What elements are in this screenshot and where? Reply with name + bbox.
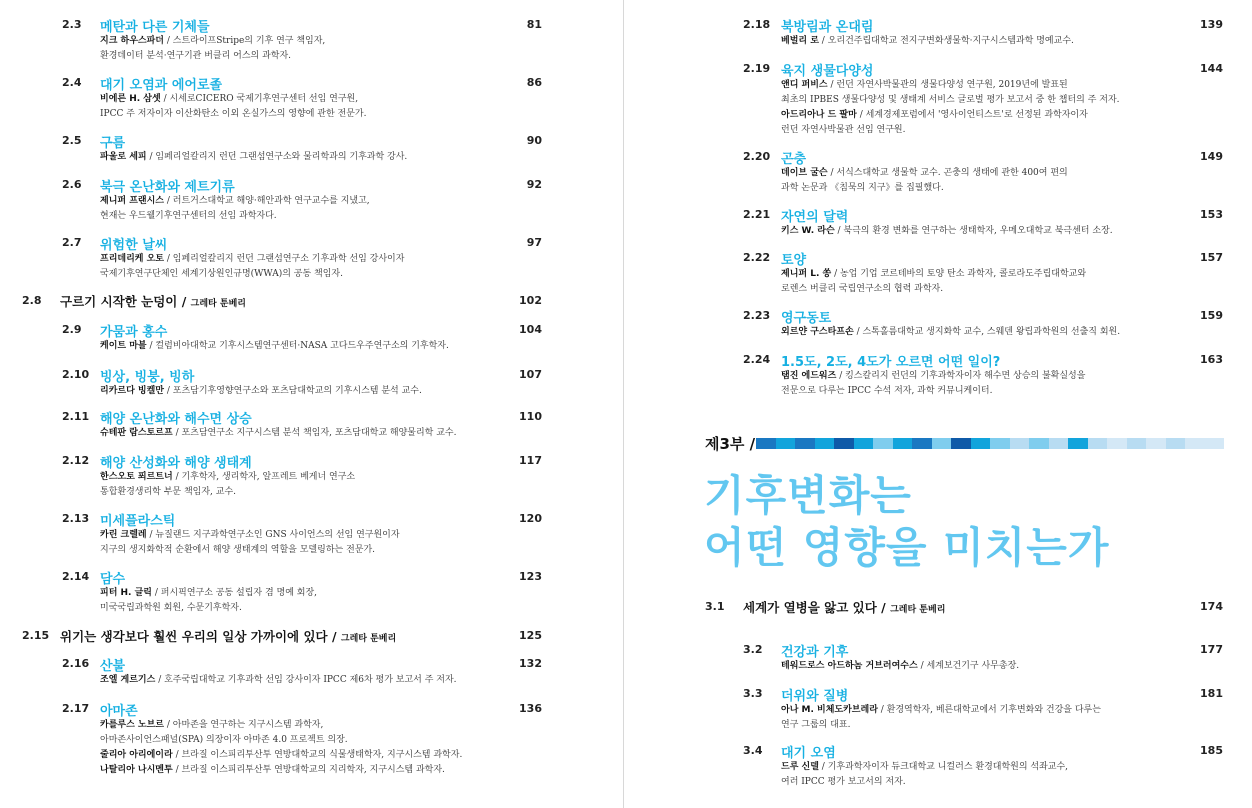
toc-entry-description [781, 34, 1074, 49]
description-line [100, 601, 317, 616]
author-name: 비에른 H. 삼셋 [100, 94, 161, 104]
toc-entry-description [100, 194, 370, 224]
author-name: 앤디 퍼비스 [781, 80, 828, 90]
author-bio: / 임페리얼칼리지 런던 그랜섬연구소와 물리학과의 기후과학 강사. [149, 152, 408, 162]
toc-entry-number: 3.2 [743, 643, 763, 656]
author-bio: / 브라질 이스피리투산투 연방대학교의 지리학자, 지구시스템 과학자. [175, 765, 445, 775]
author-bio: / 뉴질랜드 지구과학연구소인 GNS 사이언스의 선임 연구원이자 [149, 530, 400, 540]
toc-entry-description [100, 718, 462, 778]
bar-segment [1010, 438, 1030, 449]
author-bio: 과학 논문과 《침묵의 지구》를 집필했다. [781, 183, 944, 193]
author-bio: / 시세로CICERO 국제기후연구센터 선임 연구원, [163, 94, 359, 104]
toc-entry-page-number: 110 [519, 410, 542, 423]
toc-entry-title[interactable]: 해양 온난화와 해수면 상승 [100, 412, 252, 427]
toc-entry-number: 2.24 [743, 353, 771, 366]
author-bio: 환경데이터 분석·연구기관 버클리 어스의 과학자. [100, 51, 292, 61]
description-line [781, 703, 1101, 718]
bar-segment [1205, 438, 1225, 449]
right-page [626, 0, 1252, 808]
part-decor-bar [756, 438, 1224, 449]
toc-entry-description [100, 586, 317, 616]
description-line [781, 267, 1086, 282]
toc-entry-description [100, 252, 404, 282]
toc-entry-description [100, 34, 325, 64]
toc-entry-title[interactable]: 아마존 [100, 704, 138, 719]
description-line [100, 470, 355, 485]
author-bio: / 킹스칼리지 런던의 기후과학자이자 해수면 상승의 불확실성을 [839, 371, 1086, 381]
toc-section-page-number: 125 [519, 629, 542, 642]
toc-entry-title[interactable]: 구름 [100, 136, 126, 151]
author-bio: 최초의 IPBES 생물다양성 및 생태계 서비스 글로벌 평가 보고서 중 한 챕터의 주 저자. [781, 95, 1120, 105]
toc-entry-description [100, 470, 355, 500]
description-line [100, 209, 370, 224]
author-name: 제니퍼 프랜시스 [100, 196, 164, 206]
toc-entry-number: 2.7 [62, 236, 82, 249]
description-line [100, 107, 366, 122]
author-name: 데이브 굴슨 [781, 168, 828, 178]
author-bio: / 아마존을 연구하는 지구시스템 과학자, [166, 720, 324, 730]
description-line [781, 775, 1068, 790]
toc-section-page-number: 174 [1200, 600, 1223, 613]
toc-entry-description [781, 325, 1120, 340]
part-title [704, 470, 1109, 574]
toc-entry-page-number: 120 [519, 512, 542, 525]
author-bio: / 세계보건기구 사무총장. [920, 661, 1020, 671]
description-line [100, 763, 462, 778]
bar-segment [1029, 438, 1049, 449]
author-bio: / 포츠담연구소 지구시스템 분석 책임자, 포츠담대학교 해양물리학 교수. [175, 428, 457, 438]
author-name: 베벌리 로 [781, 36, 819, 46]
toc-entry-title[interactable]: 곤충 [781, 152, 807, 167]
toc-entry-page-number: 136 [519, 702, 542, 715]
toc-entry-page-number: 107 [519, 368, 542, 381]
author-bio: / 기후과학자이자 듀크대학교 니컬러스 환경대학원의 석좌교수, [821, 762, 1069, 772]
toc-entry-description [781, 760, 1068, 790]
bar-segment [1127, 438, 1147, 449]
description-line [781, 34, 1074, 49]
description-line [781, 123, 1120, 138]
toc-entry-description [100, 92, 366, 122]
toc-entry-title[interactable]: 해양 산성화와 해양 생태계 [100, 456, 252, 471]
description-line [781, 325, 1120, 340]
author-name: 카를루스 노브르 [100, 720, 164, 730]
bar-segment [873, 438, 893, 449]
toc-entry-description [100, 150, 407, 165]
description-line [100, 426, 456, 441]
bar-segment [795, 438, 815, 449]
description-line [100, 528, 400, 543]
bar-segment [854, 438, 874, 449]
toc-entry-page-number: 117 [519, 454, 542, 467]
toc-entry-number: 2.10 [62, 368, 90, 381]
toc-entry-page-number: 97 [526, 236, 542, 249]
author-bio: 아마존사이언스패널(SPA) 의장이자 아마존 4.0 프로젝트 의장. [100, 735, 348, 745]
author-name: 카린 크렐레 [100, 530, 147, 540]
toc-entry-number: 2.14 [62, 570, 90, 583]
author-bio: 여러 IPCC 평가 보고서의 저자. [781, 777, 906, 787]
toc-entry-description [781, 703, 1101, 733]
description-line [100, 252, 404, 267]
description-line [100, 748, 462, 763]
author-bio: 미국국립과학원 회원, 수문기후학자. [100, 603, 242, 613]
toc-section-title[interactable] [60, 292, 246, 310]
toc-entry-description [781, 78, 1120, 138]
author-name: 조엘 게르기스 [100, 675, 156, 685]
description-line [100, 339, 449, 354]
toc-entry-description [100, 384, 422, 399]
author-bio: / 북극의 환경 변화를 연구하는 생태학자, 우메오대학교 북극센터 소장. [837, 226, 1113, 236]
author-bio: / 환경역학자, 베른대학교에서 기후변화와 건강을 다루는 [880, 705, 1101, 715]
toc-entry-number: 2.23 [743, 309, 771, 322]
toc-entry-number: 2.16 [62, 657, 90, 670]
description-line [100, 543, 400, 558]
author-bio: / 컬럼비아대학교 기후시스템연구센터·NASA 고다드우주연구소의 기후학자. [149, 341, 449, 351]
toc-entry-page-number: 157 [1200, 251, 1223, 264]
toc-section-number: 2.8 [22, 294, 42, 307]
bar-segment [932, 438, 952, 449]
author-name: 제니퍼 L. 쏭 [781, 269, 832, 279]
author-bio: 국제기후연구단체인 세계기상원인규명(WWA)의 공동 책임자. [100, 269, 343, 279]
description-line [781, 659, 1019, 674]
author-bio: / 브라질 이스피리투산투 연방대학교의 식물생태학자, 지구시스템 과학자. [175, 750, 463, 760]
bar-segment [756, 438, 776, 449]
toc-entry-title[interactable]: 메탄과 다른 기체들 [100, 20, 210, 35]
toc-entry-title[interactable]: 북극 온난화와 제트기류 [100, 180, 235, 195]
author-name: 나탈리아 나시멘투 [100, 765, 173, 775]
description-line [100, 733, 462, 748]
bar-segment [834, 438, 854, 449]
toc-entry-number: 2.12 [62, 454, 90, 467]
author-name: 아나 M. 비체도카브레라 [781, 705, 878, 715]
toc-entry-description [100, 426, 456, 441]
bar-segment [1049, 438, 1069, 449]
toc-entry-title[interactable]: 토양 [781, 253, 807, 268]
description-line [781, 384, 1085, 399]
toc-entry-page-number: 132 [519, 657, 542, 670]
toc-entry-title[interactable]: 1.5도, 2도, 4도가 오르면 어떤 일이? [781, 355, 1001, 370]
description-line [100, 267, 404, 282]
toc-entry-title[interactable]: 영구동토 [781, 311, 832, 326]
description-line [781, 718, 1101, 733]
description-line [781, 282, 1086, 297]
bar-segment [1166, 438, 1186, 449]
toc-section-page-number: 102 [519, 294, 542, 307]
bar-segment [912, 438, 932, 449]
toc-entry-number: 2.19 [743, 62, 771, 75]
author-name: 테워드로스 아드하놈 거브러여수스 [781, 661, 918, 671]
toc-entry-page-number: 139 [1200, 18, 1223, 31]
bar-segment [1088, 438, 1108, 449]
author-bio: / 퍼시픽연구소 공동 설립자 겸 명예 회장, [154, 588, 318, 598]
bar-segment [815, 438, 835, 449]
author-name: 파울로 세피 [100, 152, 147, 162]
toc-entry-description [100, 528, 400, 558]
description-line [781, 93, 1120, 108]
bar-segment [1146, 438, 1166, 449]
author-bio: 전문으로 다루는 IPCC 수석 저자, 과학 커뮤니케이터. [781, 386, 993, 396]
toc-entry-number: 2.5 [62, 134, 82, 147]
author-name: 키스 W. 라슨 [781, 226, 835, 236]
toc-entry-description [781, 166, 1068, 196]
toc-section-number: 2.15 [22, 629, 50, 642]
bar-segment [1068, 438, 1088, 449]
toc-entry-title[interactable]: 빙상, 빙붕, 빙하 [100, 370, 195, 385]
toc-entry-number: 2.22 [743, 251, 771, 264]
author-name: 한스오토 푀르트너 [100, 472, 173, 482]
toc-entry-title[interactable]: 담수 [100, 572, 126, 587]
description-line [781, 78, 1120, 93]
toc-entry-description [781, 224, 1113, 239]
toc-entry-number: 3.4 [743, 744, 763, 757]
description-line [100, 586, 317, 601]
author-bio: 로렌스 버클리 국립연구소의 협력 과학자. [781, 284, 944, 294]
author-name: 피터 H. 글릭 [100, 588, 152, 598]
author-name: 줄리아 아리에이라 [100, 750, 173, 760]
toc-entry-number: 2.11 [62, 410, 90, 423]
author-bio: / 스톡홀름대학교 생지화학 교수, 스웨덴 왕립과학원의 선출직 회원. [856, 327, 1121, 337]
description-line [100, 485, 355, 500]
toc-entry-description [781, 267, 1086, 297]
author-name: 리카르다 빙켈만 [100, 386, 164, 396]
description-line [100, 718, 462, 733]
toc-entry-title[interactable]: 위험한 날씨 [100, 238, 168, 253]
section-author: 그레타 툰베리 [340, 634, 397, 644]
toc-entry-page-number: 90 [526, 134, 542, 147]
toc-entry-title[interactable]: 가뭄과 홍수 [100, 325, 168, 340]
toc-entry-page-number: 92 [526, 178, 542, 191]
bar-segment [1107, 438, 1127, 449]
toc-entry-page-number: 86 [526, 76, 542, 89]
author-bio: / 런던 자연사박물관의 생물다양성 연구원, 2019년에 발표된 [830, 80, 1068, 90]
author-bio: / 스트라이프Stripe의 기후 연구 책임자, [166, 36, 326, 46]
toc-entry-description [781, 369, 1085, 399]
toc-entry-number: 2.17 [62, 702, 90, 715]
toc-entry-title[interactable]: 대기 오염과 에어로졸 [100, 78, 223, 93]
toc-entry-page-number: 181 [1200, 687, 1223, 700]
author-bio: / 포츠담기후영향연구소와 포츠담대학교의 기후시스템 분석 교수. [166, 386, 422, 396]
author-name: 지크 하우스파더 [100, 36, 164, 46]
toc-entry-page-number: 123 [519, 570, 542, 583]
toc-entry-title[interactable]: 건강과 기후 [781, 645, 849, 660]
toc-entry-title[interactable]: 자연의 달력 [781, 210, 849, 225]
toc-entry-page-number: 144 [1200, 62, 1223, 75]
author-name: 슈테판 람스토르프 [100, 428, 173, 438]
author-bio: / 임페리얼칼리지 런던 그랜섬연구소 기후과학 선임 강사이자 [166, 254, 405, 264]
section-title-text: 위기는 생각보다 훨씬 우리의 일상 가까이에 있다 / [60, 629, 337, 644]
description-line [100, 150, 407, 165]
section-author: 그레타 툰베리 [890, 605, 946, 615]
toc-entry-number: 2.21 [743, 208, 771, 221]
toc-entry-title[interactable]: 더위와 질병 [781, 689, 849, 704]
toc-entry-title[interactable]: 산불 [100, 659, 126, 674]
author-bio: / 호주국립대학교 기후과학 선임 강사이자 IPCC 제6차 평가 보고서 주 저자. [158, 675, 457, 685]
description-line [781, 760, 1068, 775]
toc-entry-title[interactable]: 육지 생물다양성 [781, 64, 874, 79]
toc-entry-page-number: 153 [1200, 208, 1223, 221]
author-bio: / 농업 기업 코르테바의 토양 탄소 과학자, 콜로라도주립대학교와 [834, 269, 1087, 279]
author-bio: 연구 그룹의 대표. [781, 720, 851, 730]
bar-segment [776, 438, 796, 449]
toc-section-number: 3.1 [705, 600, 725, 613]
section-title-text: 구르기 시작한 눈덩이 / [60, 294, 187, 309]
toc-entry-number: 2.6 [62, 178, 82, 191]
author-bio: / 세계경제포럼에서 '영사이언티스트'로 선정된 과학자이자 [859, 110, 1088, 120]
toc-entry-number: 2.18 [743, 18, 771, 31]
author-name: 아드리아나 드 팔마 [781, 110, 857, 120]
section-title-text: 세계가 열병을 앓고 있다 / [743, 600, 886, 615]
description-line [100, 384, 422, 399]
description-line [781, 108, 1120, 123]
part-title-line-1: 기후변화는 [704, 471, 912, 520]
description-line [781, 369, 1085, 384]
author-bio: 지구의 생지화학적 순환에서 해양 생태계의 역할을 모델링하는 전문가. [100, 545, 376, 555]
toc-entry-number: 2.13 [62, 512, 90, 525]
description-line [781, 224, 1113, 239]
description-line [100, 49, 325, 64]
author-bio: 런던 자연사박물관 선임 연구원. [781, 125, 906, 135]
bar-segment [893, 438, 913, 449]
part-title-line-2: 어떤 영향을 미치는가 [704, 523, 1110, 572]
toc-entry-description [100, 339, 449, 354]
toc-entry-number: 2.20 [743, 150, 771, 163]
author-name: 탬진 에드워즈 [781, 371, 837, 381]
author-name: 드루 신델 [781, 762, 819, 772]
author-name: 외르얀 구스타프손 [781, 327, 854, 337]
toc-entry-number: 2.4 [62, 76, 82, 89]
author-name: 프리데리케 오토 [100, 254, 164, 264]
toc-section-title[interactable] [743, 598, 945, 616]
toc-entry-number: 2.3 [62, 18, 82, 31]
toc-entry-title[interactable]: 북방림과 온대림 [781, 20, 874, 35]
toc-entry-page-number: 149 [1200, 150, 1223, 163]
description-line [781, 181, 1068, 196]
toc-entry-title[interactable]: 미세플라스틱 [100, 514, 176, 529]
description-line [100, 194, 370, 209]
toc-section-title[interactable] [60, 627, 396, 645]
toc-entry-page-number: 159 [1200, 309, 1223, 322]
author-bio: / 러트거스대학교 해양·해안과학 연구교수를 지냈고, [166, 196, 370, 206]
author-name: 케이트 마블 [100, 341, 147, 351]
toc-entry-page-number: 177 [1200, 643, 1223, 656]
toc-entry-description [100, 673, 457, 688]
author-bio: 통합환경생리학 부문 책임자, 교수. [100, 487, 237, 497]
author-bio: / 서식스대학교 생물학 교수. 곤충의 생태에 관한 400여 편의 [830, 168, 1068, 178]
toc-entry-page-number: 81 [526, 18, 542, 31]
toc-entry-number: 2.9 [62, 323, 82, 336]
toc-entry-page-number: 163 [1200, 353, 1223, 366]
author-bio: 현재는 우드웰기후연구센터의 선임 과학자다. [100, 211, 277, 221]
part-label: 제3부 / [705, 435, 756, 453]
description-line [781, 166, 1068, 181]
left-page [0, 0, 624, 808]
author-bio: / 기후학자, 생리학자, 알프레트 베게너 연구소 [175, 472, 356, 482]
toc-entry-description [781, 659, 1019, 674]
author-bio: IPCC 주 저자이자 이산화탄소 이외 온실가스의 영향에 관한 전문가. [100, 109, 367, 119]
toc-entry-number: 3.3 [743, 687, 763, 700]
toc-entry-page-number: 185 [1200, 744, 1223, 757]
description-line [100, 92, 366, 107]
author-bio: / 오리건주립대학교 전지구변화생물학·지구시스템과학 명예교수. [821, 36, 1074, 46]
toc-entry-title[interactable]: 대기 오염 [781, 746, 836, 761]
bar-segment [1185, 438, 1205, 449]
section-author: 그레타 툰베리 [190, 299, 246, 309]
bar-segment [990, 438, 1010, 449]
bar-segment [971, 438, 991, 449]
description-line [100, 673, 457, 688]
toc-entry-page-number: 104 [519, 323, 542, 336]
bar-segment [951, 438, 971, 449]
description-line [100, 34, 325, 49]
